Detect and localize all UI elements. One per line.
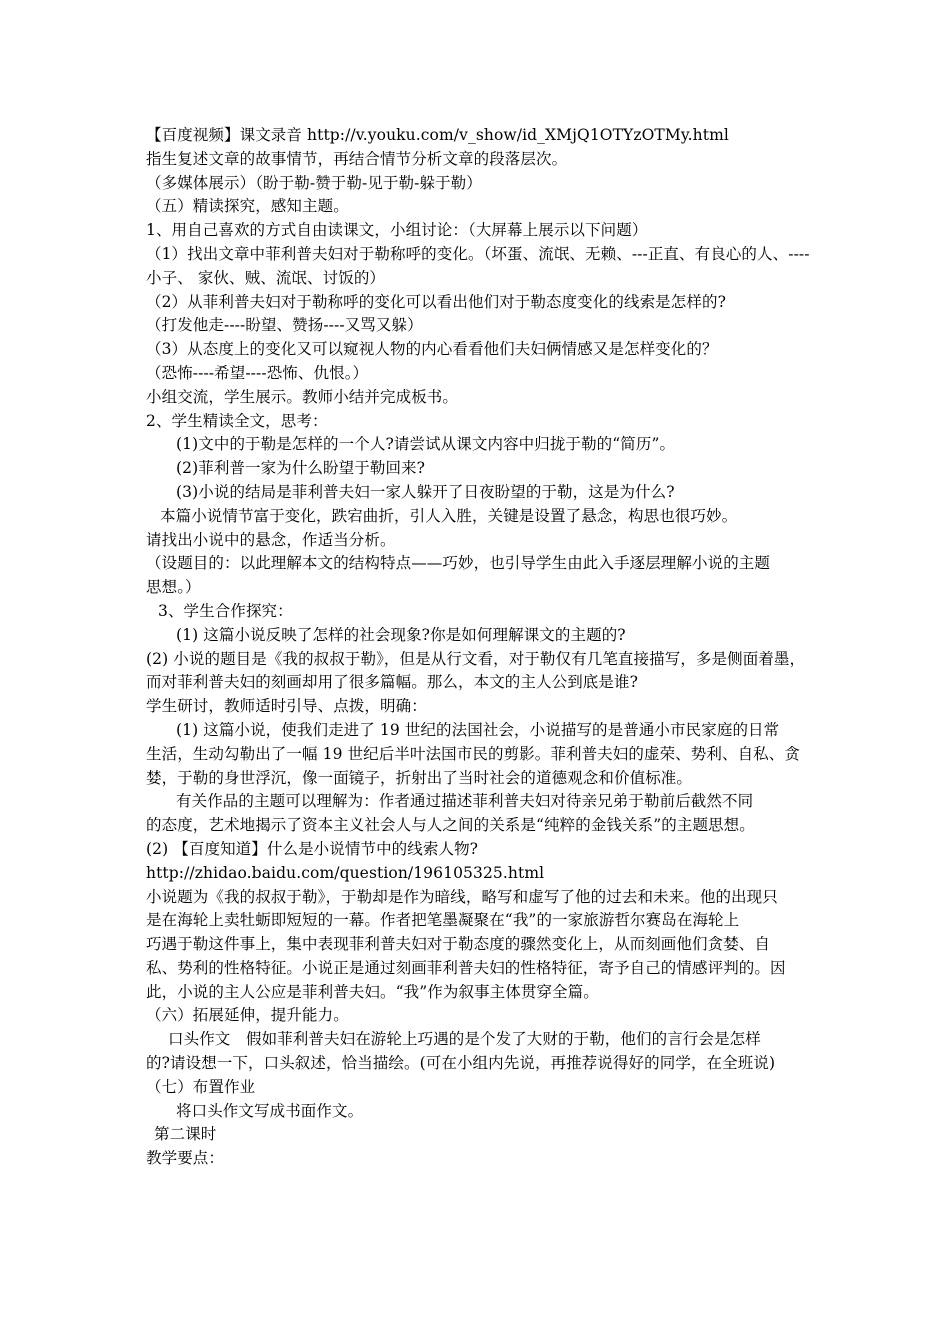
section-heading: （五）精读探究，感知主题。 — [146, 197, 349, 216]
text-line: （设题目的：以此理解本文的结构特点——巧妙，也引导学生由此入手逐层理解小说的主题 — [146, 554, 771, 573]
text-line: 的?请设想一下，口头叙述，恰当描绘。(可在小组内先说，再推荐说得好的同学，在全班说) — [146, 1054, 776, 1073]
text-line: 教学要点： — [146, 1149, 225, 1168]
text-line: （3）从态度上的变化又可以窥视人物的内心看看他们夫妇俩情感又是怎样变化的？ — [146, 340, 718, 359]
text-line: （2）从菲利普夫妇对于勒称呼的变化可以看出他们对于勒态度变化的线索是怎样的? — [146, 292, 726, 311]
text-line: 而对菲利普夫妇的刻画却用了很多篇幅。那么，本文的主人公到底是谁? — [146, 673, 639, 692]
text-line: (3)小说的结局是菲利普夫妇一家人躲开了日夜盼望的于勒，这是为什么? — [176, 482, 675, 501]
text-line: (1)文中的于勒是怎样的一个人?请尝试从课文内容中归拢于勒的“简历”。 — [176, 435, 676, 454]
text-line: （恐怖----希望----恐怖、仇恨。） — [146, 363, 369, 382]
text-line: 本篇小说情节富于变化，跌宕曲折，引人入胜，关键是设置了悬念，构思也很巧妙。 — [160, 506, 738, 525]
section-heading: 第二课时 — [154, 1125, 217, 1144]
text-line: 的态度，艺术地揭示了资本主义社会人与人之间的关系是“纯粹的金钱关系”的主题思想。 — [146, 816, 755, 835]
text-line: 是在海轮上卖牡蛎即短短的一幕。作者把笔墨凝聚在“我”的一家旅游哲尔赛岛在海轮上 — [146, 911, 740, 930]
section-heading: （六）拓展延伸，提升能力。 — [146, 1006, 349, 1025]
text-line: 将口头作文写成书面作文。 — [176, 1101, 364, 1120]
text-line: (2)菲利普一家为什么盼望于勒回来? — [176, 459, 426, 478]
text-line: 1、用自己喜欢的方式自由读课文，小组讨论：（大屏幕上展示以下问题） — [146, 221, 648, 240]
text-line: 私、势利的性格特征。小说正是通过刻画菲利普夫妇的性格特征，寄予自己的情感评判的。因 — [146, 958, 786, 977]
text-line: 婪，于勒的身世浮沉，像一面镜子，折射出了当时社会的道德观念和价值标准。 — [146, 768, 693, 787]
text-line: 巧遇于勒这件事上，集中表现菲利普夫妇对于勒态度的骤然变化上，从而刻画他们贪婪、自 — [146, 935, 771, 954]
text-line: 小组交流，学生展示。教师小结并完成板书。 — [146, 387, 459, 406]
text-line: (2) 小说的题目是《我的叔叔于勒》，但是从行文看，对于勒仅有几笔直接描写，多是侧面着墨， — [146, 649, 806, 668]
text-line: （多媒体展示）（盼于勒-赞于勒-见于勒-躲于勒） — [146, 173, 482, 192]
text-line: 小说题为《我的叔叔于勒》，于勒却是作为暗线，略写和虚写了他的过去和未来。他的出现只 — [146, 887, 778, 906]
text-line: 生活，生动勾勒出了一幅 19 世纪后半叶法国市民的剪影。菲利普夫妇的虚荣、势利、自私、贪 — [146, 744, 800, 763]
text-line: 2、学生精读全文，思考： — [146, 411, 328, 430]
link-text: http://zhidao.baidu.com/question/196105325.html — [146, 863, 545, 882]
text-line: 小子、 家伙、贼、流氓、讨饭的） — [146, 268, 386, 287]
text-line: 【百度视频】课文录音 http://v.youku.com/v_show/id_XMjQ1OTYzOTMy.html — [146, 126, 729, 144]
text-line: 学生研讨，教师适时引导、点拨，明确： — [146, 697, 427, 716]
text-line: （1）找出文章中菲利普夫妇对于勒称呼的变化。（坏蛋、流氓、无赖、---正直、有良心的人、---- — [146, 244, 810, 263]
text-line: 此，小说的主人公应是菲利普夫妇。“我”作为叙事主体贯穿全篇。 — [146, 982, 599, 1001]
text-line: 有关作品的主题可以理解为：作者通过描述菲利普夫妇对待亲兄弟于勒前后截然不同 — [176, 792, 754, 811]
text-line: 3、学生合作探究： — [158, 601, 293, 620]
text-line: 思想。） — [146, 578, 201, 597]
text-line: (2) 【百度知道】什么是小说情节中的线索人物? — [146, 839, 479, 858]
text-line: 指生复述文章的故事情节，再结合情节分析文章的段落层次。 — [146, 149, 568, 168]
text-line: (1) 这篇小说，使我们走进了 19 世纪的法国社会，小说描写的是普通小市民家庭的日常 — [176, 720, 780, 739]
text-line: （打发他走----盼望、赞扬----又骂又躲） — [146, 316, 423, 335]
text-line: 请找出小说中的悬念，作适当分析。 — [146, 530, 396, 549]
section-heading: （七）布置作业 — [146, 1077, 256, 1096]
text-line: (1) 这篇小说反映了怎样的社会现象?你是如何理解课文的主题的? — [176, 625, 626, 644]
text-line: 口头作文 假如菲利普夫妇在游轮上巧遇的是个发了大财的于勒，他们的言行会是怎样 — [168, 1030, 761, 1049]
